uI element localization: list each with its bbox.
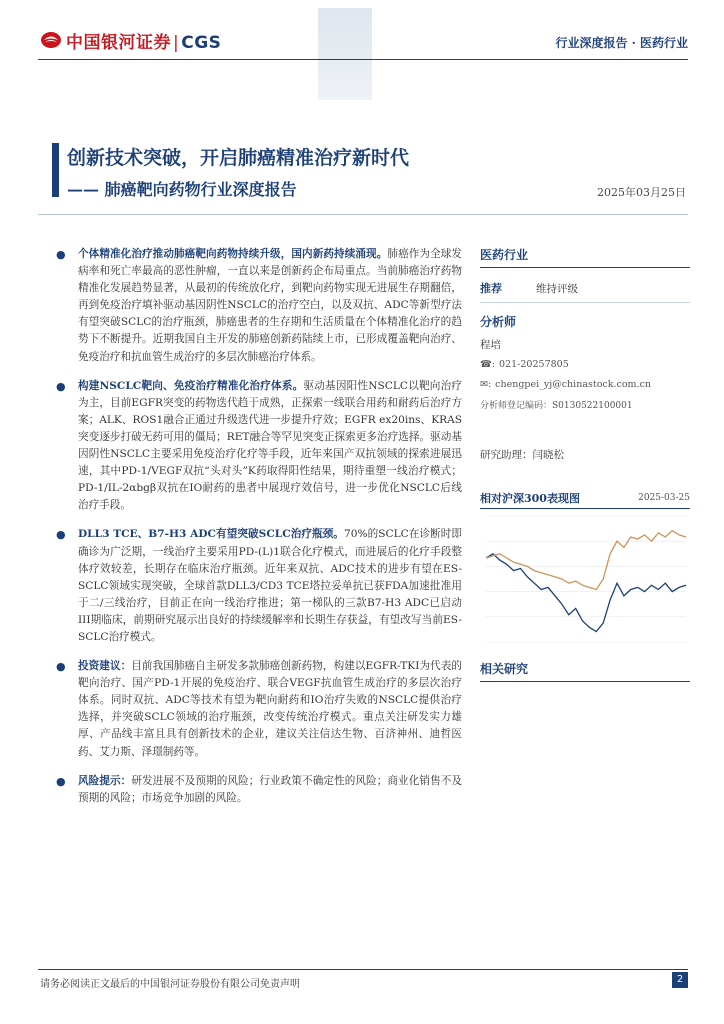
- email-icon: ✉:: [480, 378, 492, 390]
- brand-name-cn: 中国银河证券: [66, 33, 171, 53]
- analyst-license: 分析师登记编码：S0130522100001: [480, 400, 633, 411]
- report-date: 2025年03月25日: [597, 186, 686, 199]
- summary-bullet: [56, 246, 462, 366]
- brand-separator: |: [173, 33, 180, 53]
- chart-title: 相对沪深300表现图: [480, 492, 580, 505]
- related-research-header: 相关研究: [480, 660, 690, 682]
- header-divider: [38, 59, 688, 60]
- report-title: 创新技术突破，开启肺癌精准治疗新时代: [67, 147, 410, 169]
- analyst-phone-row: [480, 354, 690, 374]
- bullet-dot-icon: ●: [56, 379, 66, 393]
- bullet-dot-icon: ●: [56, 774, 66, 788]
- bullet-heading: 构建NSCLC靶向、免疫治疗精准化治疗体系。: [78, 379, 304, 392]
- report-subtitle: —— 肺癌靶向药物行业深度报告: [67, 180, 297, 199]
- brand-logo: [66, 28, 221, 53]
- summary-column: [56, 246, 462, 819]
- bullet-heading: 投资建议：: [78, 660, 132, 673]
- bullet-dot-icon: ●: [56, 660, 66, 674]
- bullet-heading: 风险提示：: [78, 774, 132, 787]
- chart-header: [480, 488, 690, 509]
- summary-bullet: [56, 378, 462, 515]
- bullet-heading: 个体精准化治疗推动肺癌靶向药物持续升级，国内新药持续涌现。: [78, 248, 388, 260]
- industry-header: 医药行业: [480, 246, 690, 268]
- brand-name-en: CGS: [181, 33, 222, 53]
- analyst-email[interactable]: chengpei_yj@chinastock.com.cn: [495, 378, 652, 390]
- sidebar: [480, 246, 690, 509]
- bullet-text: 目前我国肺癌自主研发多款肺癌创新药物，构建以EGFR-TKI为代表的靶向治疗、国产PD-1开展的免疫治疗、联合VEGF抗血管生成治疗的多层次治疗体系。同时双抗、ADC等技术有望为靶向耐药和IO治疗失败的NSCLC提供治疗选择，并突破SCLC领域的治疗瓶颈，改变传统治疗模式。重点关注研发实力雄厚、产品线丰富且具有创新技术的企业，建议关注信达生物、百济神州、迪哲医药、艾力斯、泽璟制药等。: [78, 660, 463, 758]
- rating-value: 维持评级: [536, 282, 578, 295]
- title-divider: [38, 214, 688, 215]
- chart-series-group: [486, 531, 686, 632]
- bullet-text: 驱动基因阳性NSCLC以靶向治疗为主，目前EGFR突变的药物迭代趋于成熟，正探索一线联合用药和耐药后治疗方案；ALK、ROS1融合正通过升级迭代进一步提升疗效；EGFR ex20ins、KRAS突变逐步打破无药可用的僵局；RET融合等罕见突变正探索更多治疗选择。驱动基因阴性NSCLC主要采用免疫治疗化疗等手段，近年来国产双抗领域的探索进展迅速，其中PD-1/VEGF双抗“头对头”K药取得阳性结果，期待重塑一线治疗模式；PD-1/IL-2αbgβ双抗在IO耐药的患者中展现疗效信号，进一步优化NSCLC后线治疗手段。: [78, 379, 462, 512]
- bullet-heading: DLL3 TCE、B7-H3 ADC有望突破SCLC治疗瓶颈。: [78, 528, 344, 541]
- cgs-logo-icon: [40, 31, 62, 49]
- analyst-name: 程培: [480, 338, 501, 351]
- summary-bullet: [56, 658, 462, 761]
- phone-icon: ☎:: [480, 358, 496, 370]
- bullet-text: 研发进展不及预期的风险；行业政策不确定性的风险；商业化销售不及预期的风险；市场竞争加剧的风险。: [78, 774, 462, 804]
- footer-disclaimer: 请务必阅读正文最后的中国银河证券股份有限公司免责声明: [40, 979, 300, 990]
- bullet-dot-icon: ●: [56, 528, 66, 542]
- summary-bullet: [56, 773, 462, 807]
- footer-divider: [38, 969, 688, 970]
- chart-series-line: [486, 554, 686, 632]
- analyst-email-row: [480, 374, 690, 394]
- report-type: 行业深度报告 · 医药行业: [555, 36, 688, 50]
- bullet-text: 肺癌作为全球发病率和死亡率最高的恶性肿瘤，一直以来是创新药企布局重点。当前肺癌治疗药物精准化发展趋势显著，从最初的传统放化疗，到靶向药物实现无进展生存期翻倍，再到免疫治疗填补驱动基因阴性NSCLC的治疗空白，以及双抗、ADC等新型疗法有望突破SCLC的治疗瓶颈，肺癌患者的生存期和生活质量在个体精准化治疗的趋势下不断提升。近期我国自主开发的肺癌创新药陆续上市，已形成覆盖靶向治疗、免疫治疗和抗血管生成治疗的多层次肺癌治疗体系。: [78, 248, 463, 363]
- page-number: 2: [672, 972, 688, 988]
- bullet-text: 70%的SCLC在诊断时即确诊为广泛期，一线治疗主要采用PD-(L)1联合化疗模式，而进展后的化疗手段整体疗效较差，长期存在临床治疗瓶颈。近年来双抗、ADC技术的进步有望在ES-SCLC领域实现突破，全球首款DLL3/CD3 TCE塔拉妥单抗已获FDA加速批准用于二/三线治疗，目前正在向一线治疗推进；第一梯队的三款B7-H3 ADC已启动III期临床，前期研究展示出良好的持续缓解率和长期生存获益，有望改写当前ES-SCLC治疗模式。: [78, 528, 462, 643]
- chart-series-line: [486, 531, 686, 590]
- research-assistant: 研究助理：闫晓松: [480, 448, 564, 461]
- rating-label: 推荐: [480, 282, 502, 295]
- title-accent-bar: [52, 143, 59, 197]
- bullet-dot-icon: ●: [56, 248, 66, 261]
- rating-row: [480, 278, 690, 303]
- chart-date: 2025-03-25: [638, 493, 690, 503]
- relative-performance-chart: [482, 510, 690, 648]
- analyst-phone: 021-20257805: [499, 358, 569, 370]
- analyst-header: 分析师: [480, 315, 517, 329]
- summary-bullet: [56, 526, 462, 646]
- cgs-watermark: [318, 8, 372, 100]
